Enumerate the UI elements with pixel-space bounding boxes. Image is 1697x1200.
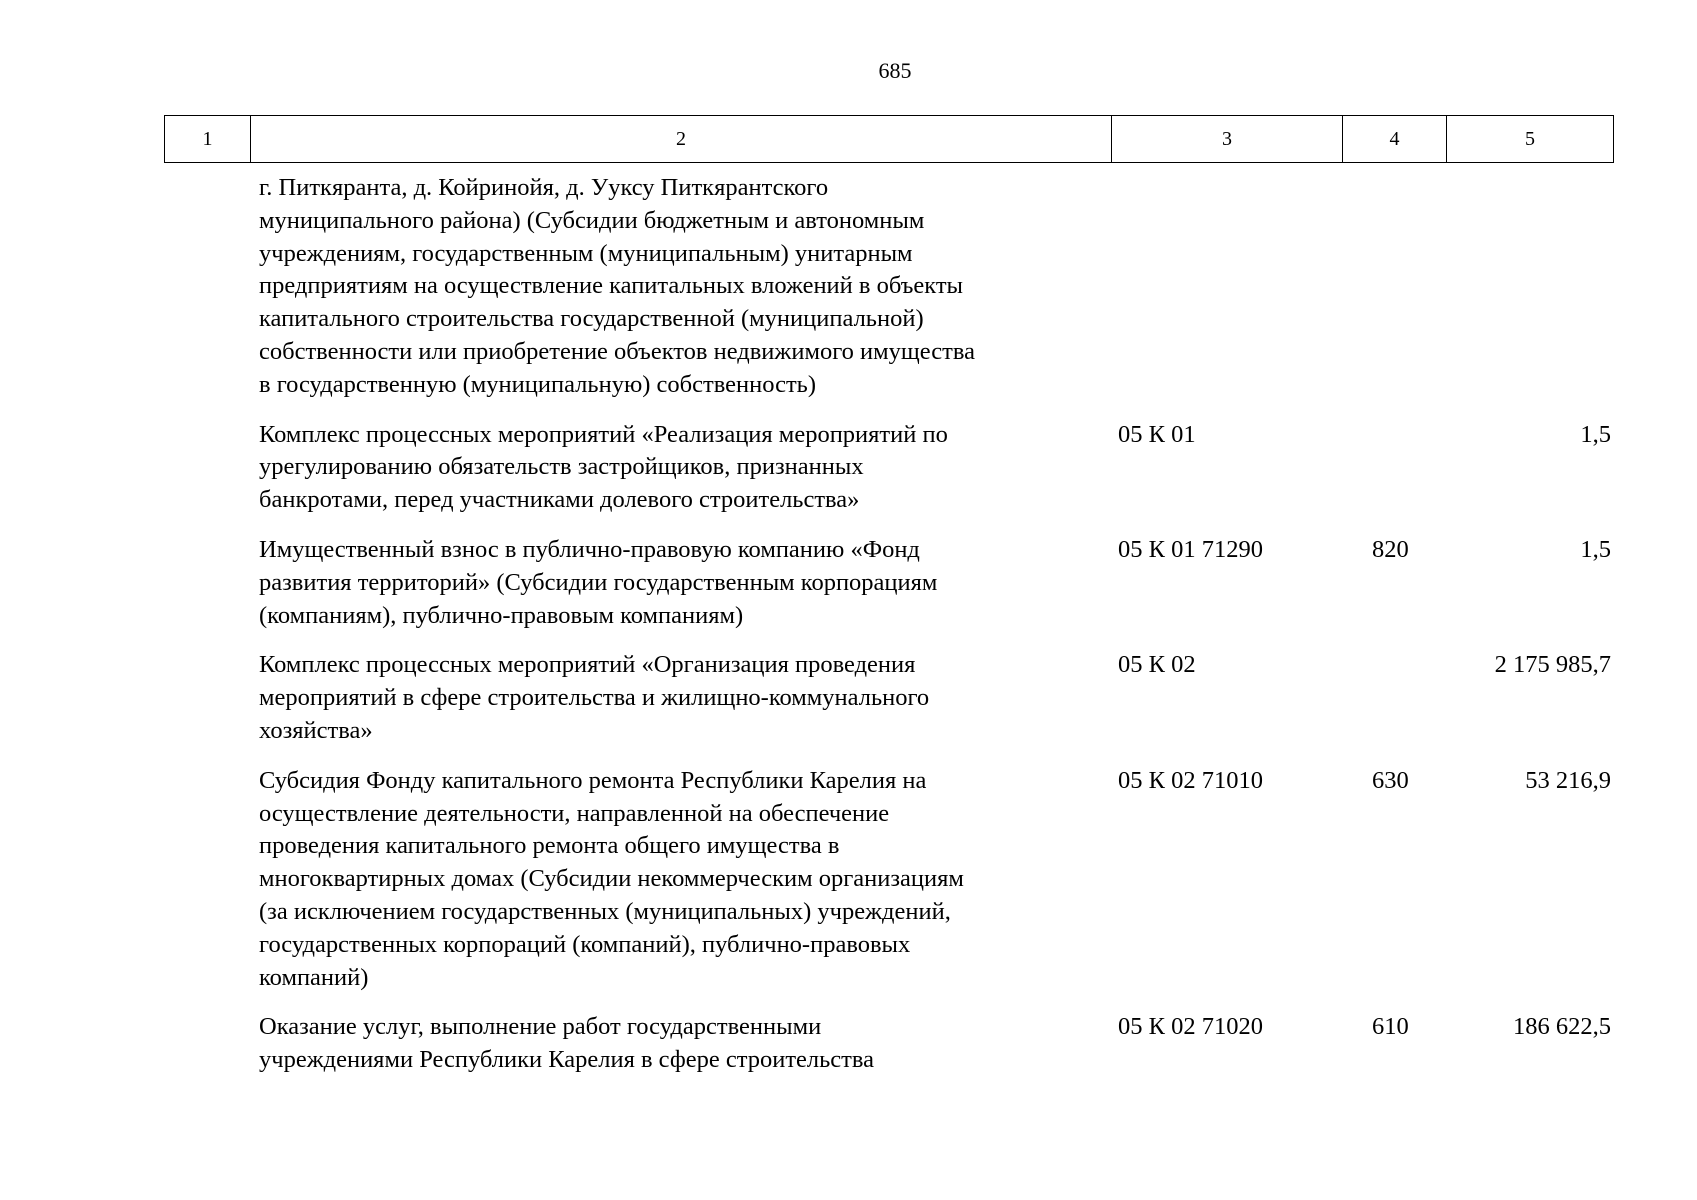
row-code: 05 К 02 [1118, 651, 1196, 679]
column-header-4: 4 [1343, 116, 1447, 162]
row-description: Субсидия Фонду капитального ремонта Республики Карелия на осуществление деятельности, направленной на обеспечение проведения капитального ремонта общего имущества в многоквартирных домах (Субсидии некоммерческим организациям (за исключением государственных (муниципальных) учреждений, государственных корпораций (компаний), публично-правовых компаний) [259, 766, 964, 991]
row-amount: 53 216,9 [1525, 766, 1611, 794]
column-header-row [164, 115, 1614, 163]
row-description: Оказание услуг, выполнение работ государственными учреждениями Республики Карелия в сфере строительства [259, 1013, 875, 1074]
row-amount: 186 622,5 [1513, 1013, 1611, 1041]
row-code: 05 К 02 71020 [1118, 1013, 1263, 1041]
table-row [0, 1011, 1697, 1077]
table-body [0, 172, 1697, 1094]
row-description: Комплекс процессных мероприятий «Организация проведения мероприятий в сфере строительства и жилищно-коммунального хозяйства» [259, 651, 930, 744]
row-amount: 1,5 [1580, 420, 1611, 448]
table-row [0, 172, 1697, 402]
column-header-5: 5 [1525, 127, 1535, 150]
row-amount: 2 175 985,7 [1494, 651, 1611, 679]
row-description: Комплекс процессных мероприятий «Реализация мероприятий по урегулированию обязательств застройщиков, признанных банкротами, перед участниками долевого строительства» [259, 420, 948, 514]
row-amount: 1,5 [1580, 535, 1611, 563]
column-header-1: 1 [165, 116, 251, 162]
page-number: 685 [878, 58, 912, 83]
table-row [0, 765, 1697, 995]
table-row [0, 419, 1697, 517]
row-code: 05 К 01 [1118, 420, 1196, 448]
row-code: 05 К 02 71010 [1118, 766, 1263, 794]
row-code: 05 К 01 71290 [1118, 535, 1263, 563]
table-row [0, 534, 1697, 632]
row-expense-type: 820 [1372, 535, 1409, 563]
row-expense-type: 630 [1372, 766, 1409, 794]
row-description: г. Питкяранта, д. Койринойя, д. Ууксу Питкярантского муниципального района) (Субсидии бюджетным и автономным учреждениям, государственным (муниципальным) унитарным предприятиям на осуществление капитальных вложений в объекты капитального строительства государственной (муниципальной) собственности или приобретение объектов недвижимого имущества в государственную (муниципальную) собственность) [259, 174, 975, 398]
column-header-3: 3 [1112, 116, 1343, 162]
row-description: Имущественный взнос в публично-правовую компанию «Фонд развития территорий» (Субсидии государственным корпорациям (компаниям), публично-правовым компаниям) [259, 535, 938, 629]
row-expense-type: 610 [1372, 1013, 1409, 1041]
column-header-2: 2 [251, 116, 1112, 162]
table-row [0, 649, 1697, 747]
